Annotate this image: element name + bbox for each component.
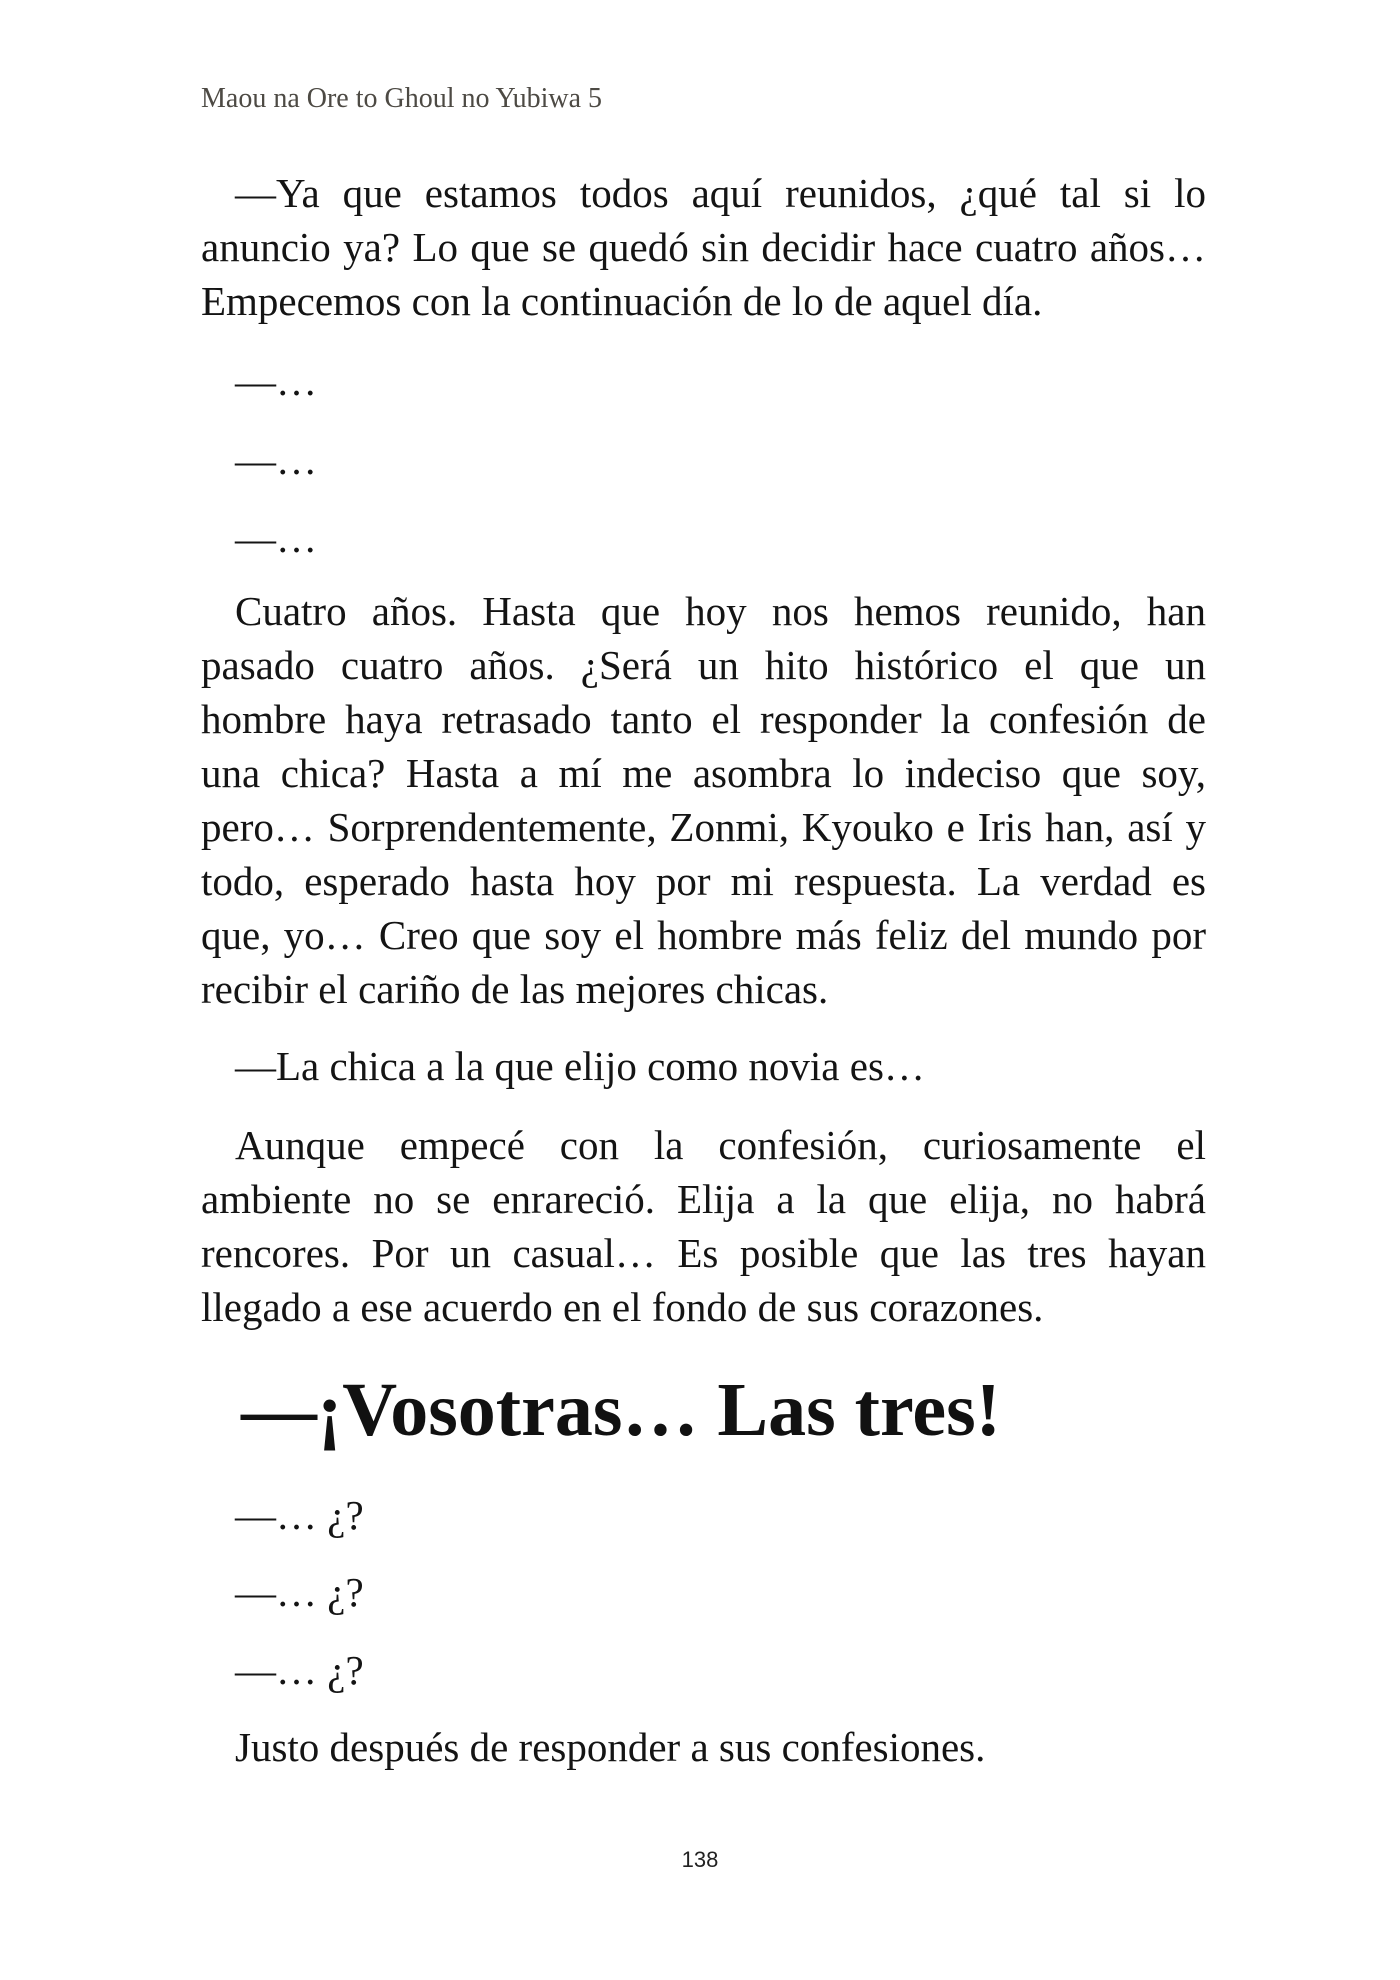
paragraph-line: anuncio ya? Lo que se quedó sin decidir hace cuatro años…	[201, 224, 1206, 270]
dialogue-line: —…	[235, 358, 317, 404]
paragraph-line: hombre haya retrasado tanto el responder la confesión de	[201, 696, 1206, 742]
paragraph-line: que, yo… Creo que soy el hombre más feliz del mundo por	[201, 912, 1206, 958]
paragraph-line: una chica? Hasta a mí me asombra lo indeciso que soy,	[201, 750, 1206, 796]
dialogue-line: —La chica a la que elijo como novia es…	[235, 1043, 925, 1089]
paragraph-line: pero… Sorprendentemente, Zonmi, Kyouko e Iris han, así y	[201, 804, 1206, 850]
dialogue-line: —… ¿?	[235, 1569, 364, 1615]
paragraph-line: Cuatro años. Hasta que hoy nos hemos reunido, han	[235, 588, 1206, 634]
paragraph-line: ambiente no se enrareció. Elija a la que elija, no habrá	[201, 1176, 1206, 1222]
paragraph-line: Aunque empecé con la confesión, curiosamente el	[235, 1122, 1206, 1168]
paragraph-line: llegado a ese acuerdo en el fondo de sus corazones.	[201, 1284, 1044, 1330]
page-number: 138	[681, 1847, 719, 1872]
paragraph-line: Justo después de responder a sus confesiones.	[235, 1724, 986, 1770]
paragraph-line: Empecemos con la continuación de lo de aquel día.	[201, 278, 1043, 324]
paragraph-line: rencores. Por un casual… Es posible que las tres hayan	[201, 1230, 1206, 1276]
dialogue-line: —…	[235, 515, 317, 561]
paragraph-line: recibir el cariño de las mejores chicas.	[201, 966, 829, 1012]
paragraph-line: pasado cuatro años. ¿Será un hito histórico el que un	[201, 642, 1206, 688]
emphasis-line: —¡Vosotras… Las tres!	[241, 1368, 1001, 1452]
running-header: Maou na Ore to Ghoul no Yubiwa 5	[201, 83, 603, 114]
paragraph-line: —Ya que estamos todos aquí reunidos, ¿qué tal si lo	[235, 170, 1206, 216]
dialogue-line: —… ¿?	[235, 1492, 364, 1538]
paragraph-line: todo, esperado hasta hoy por mi respuesta. La verdad es	[201, 858, 1206, 904]
dialogue-line: —…	[235, 437, 317, 483]
dialogue-line: —… ¿?	[235, 1647, 364, 1693]
